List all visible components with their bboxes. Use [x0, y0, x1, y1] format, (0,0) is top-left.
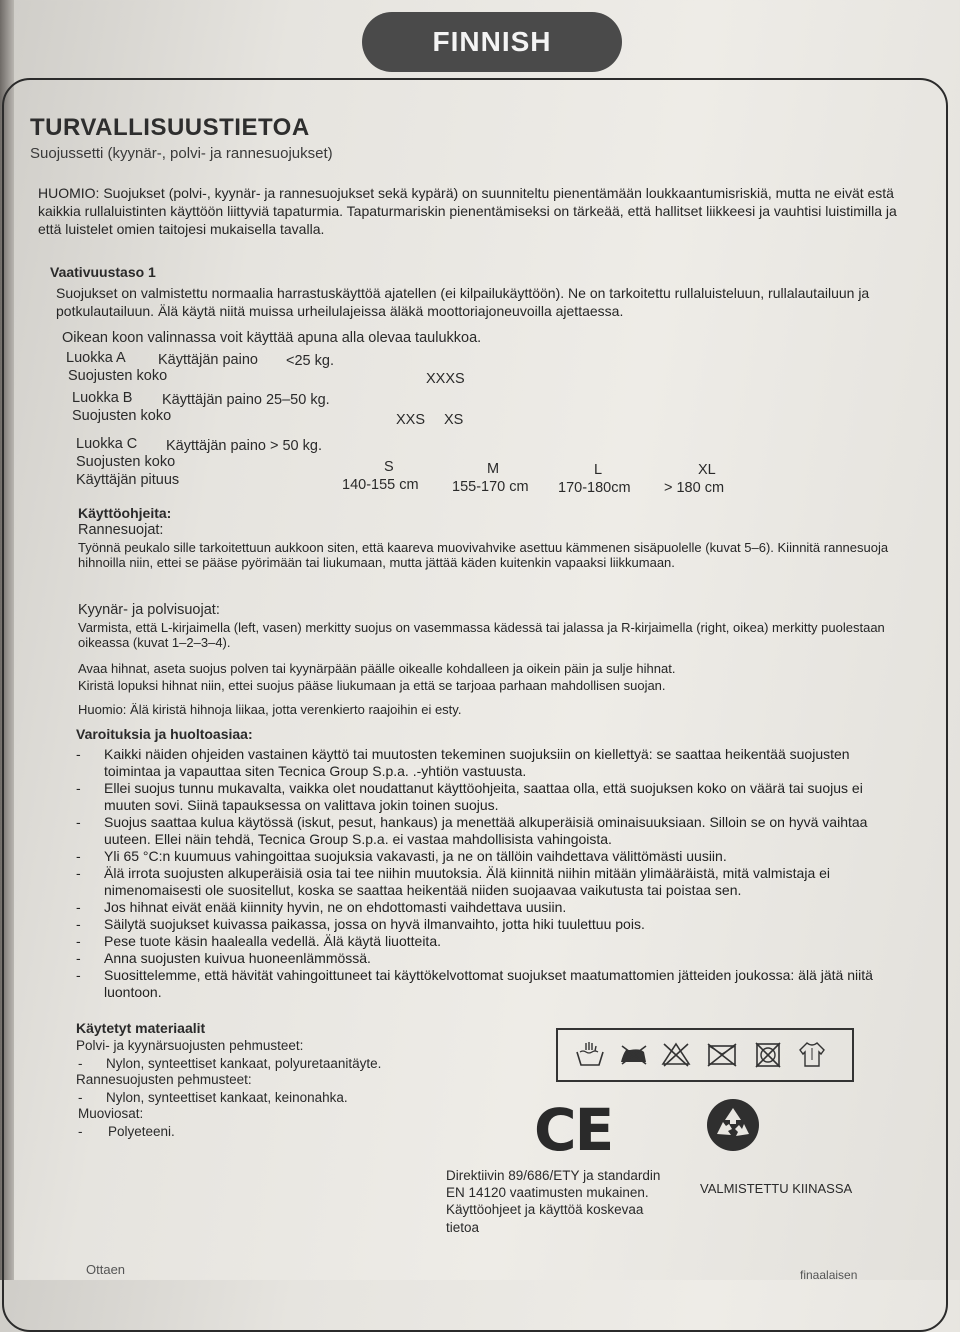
height-xl: > 180 cm	[664, 480, 725, 496]
class-a-weight-value: <25 kg.	[286, 353, 334, 369]
made-in-label: VALMISTETTU KIINASSA	[700, 1181, 853, 1196]
warning-item: - Säilytä suojukset kuivassa paikassa, jossa on hyvä ilmanvaihto, jotta hiki tuulettuu pois.	[76, 916, 645, 932]
language-badge: FINNISH	[362, 12, 622, 72]
no-tumble-dry-icon	[706, 1040, 738, 1068]
knee-text-3: Kiristä lopuksi hihnat niin, ettei suojus pääse liukumaan ja että se tarjoaa parhaan mahdollisen suojan.	[78, 678, 666, 693]
class-c-size-label: Suojusten koko	[76, 454, 176, 470]
class-a-weight-label: Käyttäjän paino	[158, 352, 258, 368]
usage-heading: Käyttöohjeita:	[78, 505, 172, 521]
class-c-label: Luokka C	[76, 436, 138, 452]
level-text: Suojukset on valmistettu normaalia harrastuskäyttöä ajatellen (ei kilpailukäyttöön). Ne on tarkoitettu rullaluisteluun, rullalautailuun ja potkulautailuun. Älä käytä niitä muissa urheilulajeissa äläkä moottoriajoneuvoilla ajettaessa.	[56, 285, 870, 319]
directive-line-3: Käyttöohjeet ja käyttöä koskevaa	[446, 1202, 644, 1217]
recycle-icon	[706, 1098, 760, 1152]
class-b-weight: Käyttäjän paino 25–50 kg.	[162, 392, 330, 408]
wrist-text: Työnnä peukalo sille tarkoitettuun aukkoon siten, että kaareva muovivahvike asettuu kämmenen sisäpuolelle (kuvat 5–6). Kiinnitä rannesuoja hihnoilla niin, ettei se pääse pyörimään tai liukumaan, mutta jättää käden kuitenkin vapaaksi liikkumaan.	[78, 540, 889, 570]
materials-plastic-label: Muoviosat:	[78, 1106, 144, 1121]
knee-text-2: Avaa hihnat, aseta suojus polven tai kyynärpään päälle oikealle kohdalleen ja oikein päin ja sulje hihnat.	[78, 661, 676, 676]
warning-item: - Jos hihnat eivät enää kiinnity hyvin, ne on ehdottomasti vaihdettava uusiin.	[76, 899, 567, 915]
level-heading: Vaativuustaso 1	[50, 264, 156, 280]
class-c-height-label: Käyttäjän pituus	[76, 472, 180, 488]
size-s: S	[384, 459, 394, 475]
size-m: M	[487, 461, 500, 477]
class-a-label: Luokka A	[66, 350, 126, 366]
warning-item: - Kaikki näiden ohjeiden vastainen käyttö tai muutosten tekeminen suojuksiin on kiellettyä: se saattaa heikentää suojusten toimintaa ja vapauttaa siten Tecnica Group S.p.a. .-yhtiön vastuusta.	[76, 746, 850, 779]
materials-wrist-value: Nylon, synteettiset kankaat, keinonahka.	[106, 1090, 348, 1105]
no-dry-clean-icon	[796, 1040, 828, 1068]
no-bleach-icon	[660, 1040, 692, 1068]
materials-knee-value: Nylon, synteettiset kankaat, polyuretaanitäyte.	[106, 1056, 382, 1071]
height-s: 140-155 cm	[342, 477, 419, 493]
materials-plastic-value-dash: -	[78, 1124, 83, 1139]
class-b-size-label: Suojusten koko	[72, 408, 172, 424]
height-m: 155-170 cm	[452, 479, 529, 495]
footer-left: Ottaen	[86, 1262, 126, 1277]
size-xl: XL	[698, 462, 716, 478]
page-title: TURVALLISUUSTIETOA	[30, 114, 310, 141]
class-a-size-label: Suojusten koko	[68, 368, 168, 384]
materials-wrist-label: Rannesuojusten pehmusteet:	[76, 1072, 252, 1087]
materials-heading: Käytetyt materiaalit	[76, 1020, 206, 1036]
warning-item: - Anna suojusten kuivua huoneenlämmössä.	[76, 950, 371, 966]
class-c-weight: Käyttäjän paino > 50 kg.	[166, 438, 322, 454]
no-machine-dry-icon	[752, 1040, 784, 1068]
usage-note: Huomio: Älä kiristä hihnoja liikaa, jotta verenkierto raajoihin ei esty.	[78, 702, 462, 717]
materials-knee-label: Polvi- ja kyynärsuojusten pehmusteet:	[76, 1038, 304, 1053]
footer-right: finaalaisen	[800, 1268, 858, 1282]
class-b-size-2: XS	[444, 412, 464, 428]
directive-line-4: tietoa	[446, 1220, 480, 1235]
materials-plastic-value: Polyeteeni.	[108, 1124, 175, 1139]
warning-item: - Älä irrota suojusten alkuperäisiä osia tai tee niihin muutoksia. Älä kiinnitä niihin mitään ylimääräistä, mitä valmistaja ei nimenomaisesti ole suositellut, koska se saattaa heikentää niiden suojaavaa vaikutusta tai poistaa sen.	[76, 865, 831, 898]
class-b-size-1: XXS	[396, 412, 426, 428]
directive-line-2: EN 14120 vaatimusten mukainen.	[446, 1185, 649, 1200]
page-subtitle: Suojussetti (kyynär-, polvi- ja rannesuojukset)	[30, 145, 333, 162]
table-intro: Oikean koon valinnassa voit käyttää apuna alla olevaa taulukkoa.	[62, 330, 482, 346]
warning-item: - Pese tuote käsin haalealla vedellä. Älä käytä liuotteita.	[76, 933, 441, 949]
warnings-heading: Varoituksia ja huoltoasiaa:	[76, 726, 253, 742]
notice-paragraph: HUOMIO: Suojukset (polvi-, kyynär- ja rannesuojukset sekä kypärä) on suunniteltu pienentämään loukkaantumisriskiä, mutta ne eivät estä kaikkia rullaluistinten käyttöön liittyviä tapaturmia. Tapaturmariskin pienentämiseksi on tärkeää, että hallitset liikkeesi ja vauhtisi luistimilla ja että luistelet omien taitojesi mukaisella tavalla.	[38, 185, 897, 237]
knee-text-1: Varmista, että L-kirjaimella (left, vasen) merkitty suojus on vasemmassa kädessä tai jalassa ja R-kirjaimella (right, oikea) merkitty puolestaan oikeassa (kuvat 1–2–3–4).	[78, 620, 885, 650]
ce-mark: CE	[534, 1096, 613, 1164]
class-a-size: XXXS	[426, 371, 465, 387]
care-symbols-box	[556, 1028, 854, 1082]
warning-item: - Ellei suojus tunnu mukavalta, vaikka olet noudattanut käyttöohjeita, saattaa olla, että suojuksen koko on väärä tai suojus ei muuten sovi. Siinä tapauksessa on valittava jokin toinen suojus.	[76, 780, 863, 813]
size-l: L	[594, 462, 603, 478]
hand-wash-icon	[574, 1040, 606, 1068]
wrist-heading: Rannesuojat:	[78, 522, 164, 538]
directive-line-1: Direktiivin 89/686/ETY ja standardin	[446, 1168, 661, 1183]
warning-item: - Suosittelemme, että hävität vahingoittuneet tai käyttökelvottomat suojukset maatumattomien jätteiden joukossa: älä jätä niitä luontoon.	[76, 967, 873, 1000]
warning-item: - Suojus saattaa kulua käytössä (iskut, pesut, hankaus) ja menettää alkuperäisiä ominaisuuksiaan. Silloin se on hyvä vaihtaa uuteen. Ellei näin tehdä, Tecnica Group S.p.a. ei vastaa mahdollisista vahingoista.	[76, 814, 868, 847]
warning-item: - Yli 65 °C:n kuumuus vahingoittaa suojuksia vakavasti, ja ne on tällöin vaihdettava välittömästi uusiin.	[76, 848, 727, 864]
materials-wrist-value-dash: -	[78, 1090, 83, 1105]
height-l: 170-180cm	[558, 480, 631, 496]
iron-crossed-icon	[618, 1040, 650, 1068]
materials-knee-value-dash: -	[78, 1056, 83, 1071]
warnings-list	[76, 746, 906, 1001]
knee-heading: Kyynär- ja polvisuojat:	[78, 602, 220, 618]
class-b-label: Luokka B	[72, 390, 133, 406]
